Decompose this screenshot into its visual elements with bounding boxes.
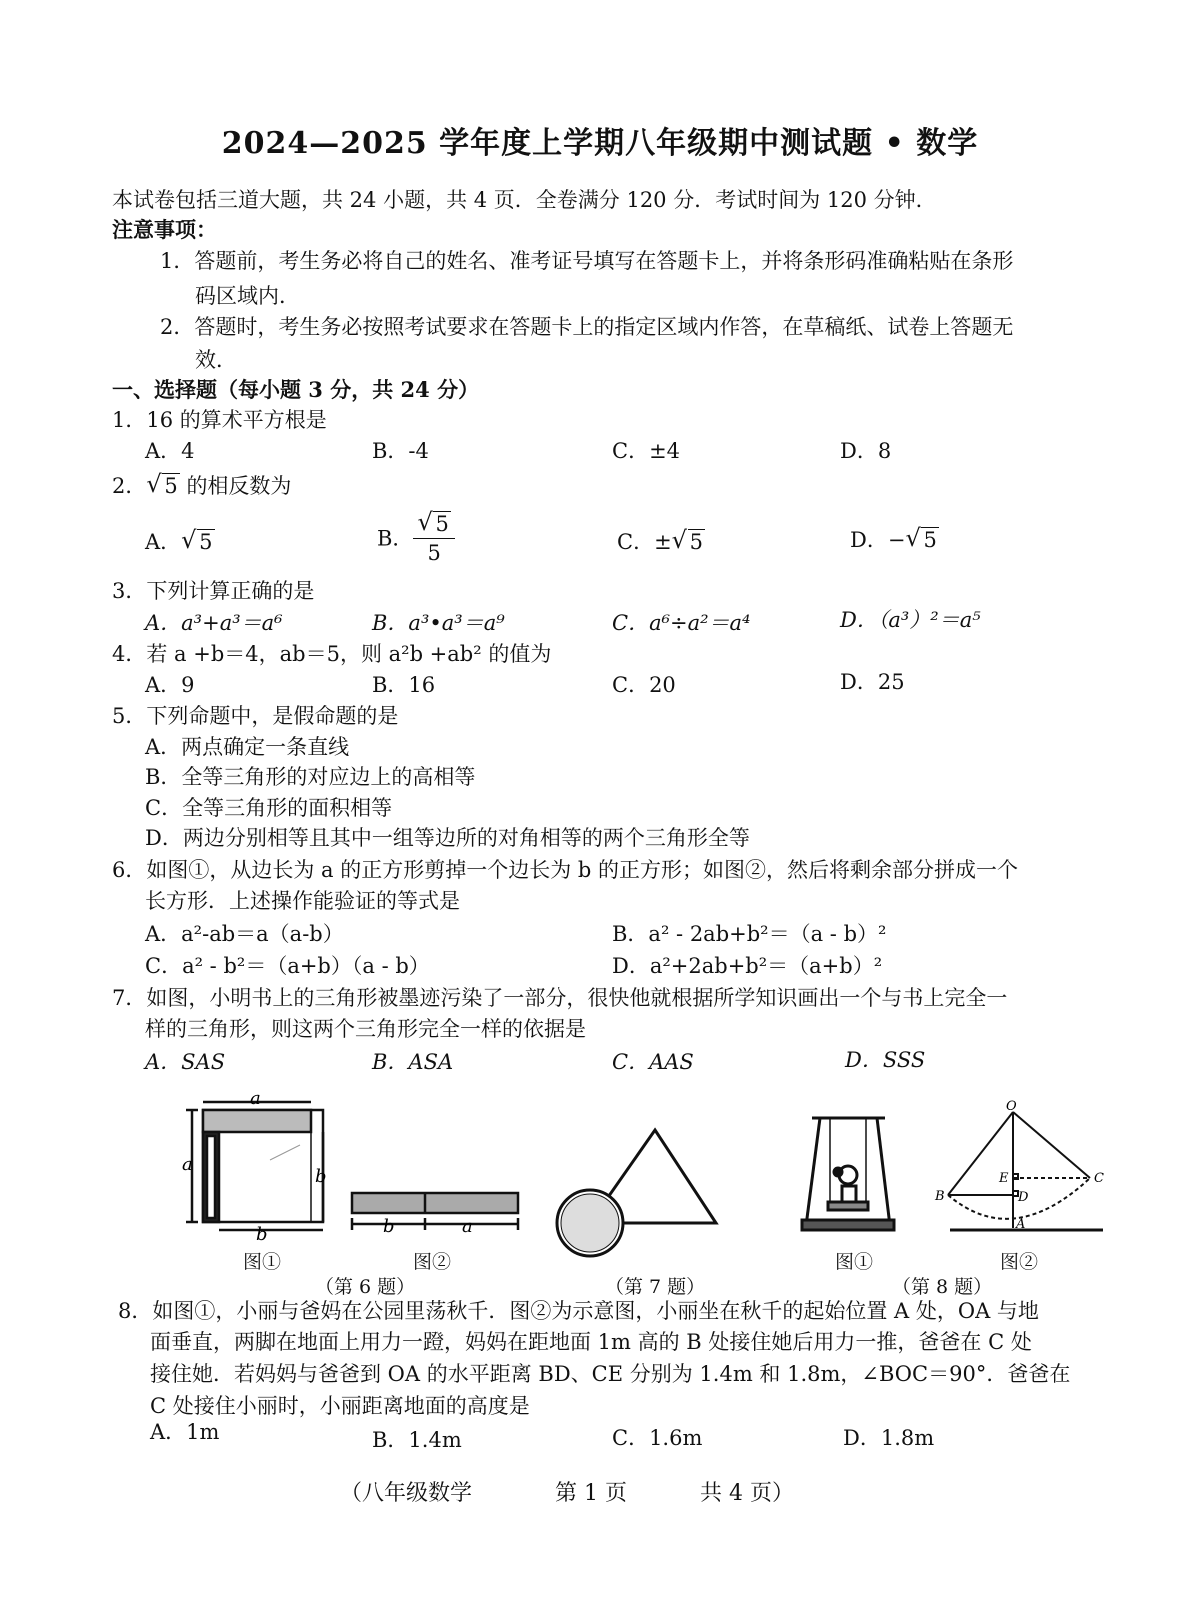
q1-option-c: C．±4 [612,439,681,463]
fig8-point-o: O [1006,1099,1017,1114]
fig6-caption: （第 6 题） [315,1276,416,1298]
q8-option-d: D．1.8m [843,1426,935,1450]
note-1: 1．答题前，考生务必将自己的姓名、准考证号填写在答题卡上，并将条形码准确粘贴在条形 [160,249,1014,273]
q3-option-c: C．a⁶÷a²＝a⁴ [612,611,751,635]
q6-stem: 6．如图①，从边长为 a 的正方形剪掉一个边长为 b 的正方形；如图②，然后将剩余部分拼成一个 [112,858,1019,882]
fig6-label-b: b [383,1216,395,1237]
q4-stem: 4．若 a +b＝4，ab＝5，则 a²b +ab² 的值为 [112,642,552,666]
fig6-rectangle-diagram [352,1193,518,1230]
fig7-triangle-diagram [557,1130,716,1256]
notes-heading: 注意事项： [112,217,217,242]
q3-option-a: A．a³+a³＝a⁶ [145,611,283,635]
q2-radicand: 5 [164,474,178,498]
fig7-caption: （第 7 题） [605,1276,706,1298]
fig8-caption-2: 图② [1000,1251,1039,1273]
fig6-caption-1: 图① [243,1251,282,1273]
sqrt-symbol: √ 5 [671,526,704,554]
footer-page-total: 共 4 页） [700,1481,794,1506]
note-2: 2．答题时，考生务必按照考试要求在答题卡上的指定区域内作答，在草稿纸、试卷上答题无 [160,315,1014,339]
q1-option-d: D．8 [840,439,892,463]
q8-option-b: B．1.4m [372,1428,462,1452]
q6-option-d: D．a²+2ab+b²＝（a+b）² [612,954,883,978]
q3-option-d: D．（a³）²＝a⁵ [840,608,981,632]
q6-option-a: A．a²-ab＝a（a-b） [145,922,344,946]
fig8-point-b: B [935,1189,945,1204]
q2-stem-text: 的相反数为 [186,474,292,498]
q6-option-b: B．a² - 2ab+b²＝（a - b）² [612,922,887,946]
fig6-label-a-top: a [250,1090,261,1109]
q3-stem: 3．下列计算正确的是 [112,579,315,603]
fig8-swing-drawing [802,1118,894,1230]
q7-stem-cont: 样的三角形，则这两个三角形完全一样的依据是 [145,1017,586,1041]
q5-option-c: C．全等三角形的面积相等 [145,796,393,820]
q7-option-a: A．SAS [145,1050,226,1074]
q6-option-c: C．a² - b²＝（a+b）（a - b） [145,954,430,978]
sqrt-symbol: √ 5 [181,526,213,554]
sqrt-symbol: √ 5 [905,524,937,552]
footer-page-number: 第 1 页 [555,1481,627,1506]
fig6-caption-2: 图② [413,1251,452,1273]
q8-option-c: C．1.6m [612,1426,703,1450]
fig6-label-a: a [462,1216,473,1237]
q5-option-a: A．两点确定一条直线 [145,735,350,759]
fig8-point-e: E [999,1171,1009,1186]
fraction: √ 5 5 [413,510,454,567]
q7-stem: 7．如图，小明书上的三角形被墨迹污染了一部分，很快他就根据所学知识画出一个与书上完全一 [112,986,1008,1010]
q2-stem [112,472,291,500]
note-1-cont: 码区域内． [195,284,300,308]
fig8-caption-1: 图① [835,1251,874,1273]
q2-number: 2． [112,474,147,498]
q8-stem-cont-1: 面垂直，两脚在地面上用力一蹬，妈妈在距地面 1m 高的 B 处接住她后用力一推，爸爸在 C 处 [150,1330,1032,1354]
q2-option-b: B． √ 5 5 [377,510,455,567]
q4-option-b: B．16 [372,673,436,697]
q1-option-b: B．-4 [372,439,429,463]
footer-subject: （八年级数学 [340,1481,473,1506]
q8-stem-cont-2: 接住她．若妈妈与爸爸到 OA 的水平距离 BD、CE 分别为 1.4m 和 1.8m，∠BOC＝90°．爸爸在 [150,1362,1071,1386]
fig6-square-diagram [186,1102,323,1230]
q8-stem-cont-3: C 处接住小丽时，小丽距离地面的高度是 [150,1394,530,1418]
q5-stem: 5．下列命题中，是假命题的是 [112,704,399,728]
fig6-label-b-bottom: b [256,1224,268,1245]
q4-option-a: A．9 [145,673,195,697]
q7-option-b: B．ASA [372,1050,454,1074]
q3-option-b: B．a³•a³＝a⁹ [372,611,505,635]
q6-stem-cont: 长方形．上述操作能验证的等式是 [145,889,460,913]
q2-option-a: A． √ 5 [145,526,213,554]
intro-text: 本试卷包括三道大题，共 24 小题，共 4 页．全卷满分 120 分．考试时间为 120 分钟． [112,188,937,212]
section-1-heading: 一、选择题（每小题 3 分，共 24 分） [112,377,480,402]
q2-option-d: D．− √ 5 [850,524,937,552]
q7-option-d: D．SSS [845,1048,926,1072]
q8-option-a: A．1m [150,1420,220,1444]
q2-option-c: C．± √ 5 [617,526,704,554]
q7-option-c: C．AAS [612,1050,694,1074]
fig8-point-a: A [1016,1217,1026,1232]
fig8-schematic [948,1112,1103,1230]
fig8-caption: （第 8 题） [892,1276,993,1298]
page-title: 2024—2025 学年度上学期八年级期中测试题 • 数学 [221,126,979,161]
q4-option-d: D．25 [840,670,905,694]
q5-option-d: D．两边分别相等且其中一组等边所的对角相等的两个三角形全等 [145,826,750,850]
fig8-point-c: C [1094,1171,1104,1186]
q4-option-c: C．20 [612,673,676,697]
fig6-label-a-left: a [182,1154,193,1175]
q1-stem: 1．16 的算术平方根是 [112,408,327,432]
q1-option-a: A．4 [145,439,195,463]
figures-row [0,1090,1200,1260]
fig8-point-d: D [1018,1190,1029,1205]
note-2-cont: 效． [195,348,237,372]
q8-stem: 8．如图①，小丽与爸妈在公园里荡秋千．图②为示意图，小丽坐在秋千的起始位置 A 处，OA 与地 [118,1299,1039,1323]
q5-option-b: B．全等三角形的对应边上的高相等 [145,765,476,789]
sqrt-symbol: √ 5 [146,470,178,498]
fig6-label-b-right: b [315,1166,327,1187]
